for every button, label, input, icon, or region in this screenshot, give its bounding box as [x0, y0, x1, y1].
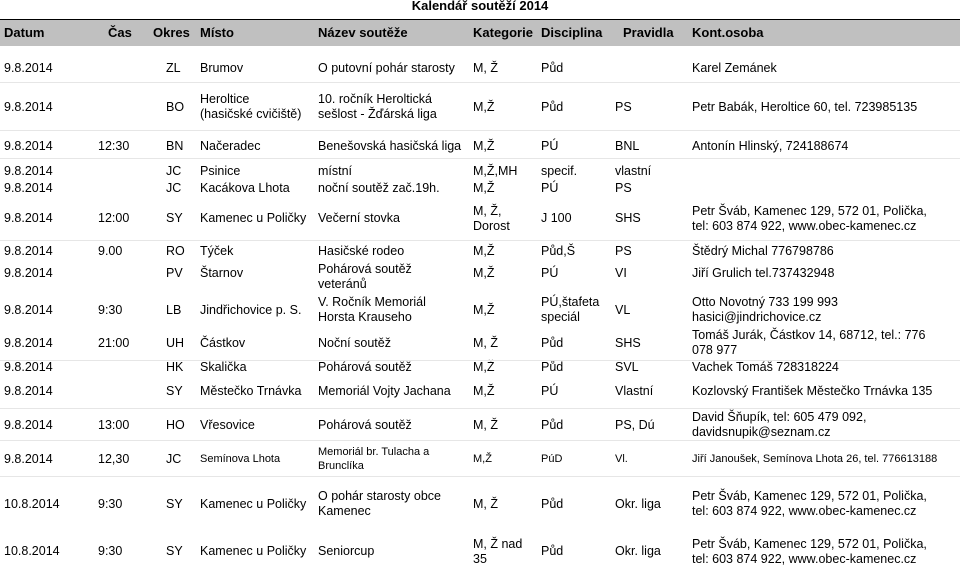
cell-kontakt: Jiří Grulich tel.737432948	[692, 266, 835, 280]
row-divider	[0, 476, 960, 477]
cell-pravidla: SHS	[615, 336, 641, 350]
header-col-okres: Okres	[153, 25, 190, 40]
cell-datum: 9.8.2014	[4, 61, 53, 75]
header-col-disciplina: Disciplina	[541, 25, 603, 40]
cell-pravidla: BNL	[615, 139, 640, 153]
table-header	[0, 20, 960, 46]
cell-kontakt[interactable]: Petr Šváb, Kamenec 129, 572 01, Polička, tel: 603 874 922, www.obec-kamenec.cz	[692, 204, 927, 233]
header-col-kontakt: Kont.osoba	[692, 25, 764, 40]
row-divider	[0, 360, 960, 361]
cell-datum: 9.8.2014	[4, 244, 53, 258]
cell-nazev: O putovní pohár starosty	[318, 61, 455, 75]
cell-datum: 9.8.2014	[4, 360, 53, 374]
row-divider	[0, 440, 960, 441]
cell-kontakt: Štědrý Michal 776798786	[692, 244, 834, 258]
cell-cas: 12,30	[98, 452, 130, 466]
cell-cas: 9:30	[98, 544, 123, 558]
table-row	[0, 163, 960, 180]
cell-disciplina: J 100	[541, 211, 572, 225]
cell-kontakt: Vachek Tomáš 728318224	[692, 360, 839, 374]
cell-disciplina: PÚ	[541, 181, 559, 195]
cell-okres: HK	[166, 360, 184, 374]
cell-cas: 12:00	[98, 211, 130, 225]
cell-cas: 9:30	[98, 303, 123, 317]
cell-pravidla: PS	[615, 100, 632, 114]
cell-datum: 9.8.2014	[4, 181, 53, 195]
cell-disciplina: Půd,Š	[541, 244, 576, 258]
cell-datum: 9.8.2014	[4, 211, 53, 225]
cell-datum: 9.8.2014	[4, 303, 53, 317]
cell-kontakt: Karel Zemánek	[692, 61, 777, 75]
cell-disciplina: PÚ,štafeta speciál	[541, 295, 600, 324]
cell-misto: Jindřichovice p. S.	[200, 303, 302, 317]
table-row	[0, 480, 960, 528]
cell-misto: Týček	[200, 244, 234, 258]
cell-misto: Skalička	[200, 360, 247, 374]
cell-disciplina: Půd	[541, 418, 564, 432]
cell-nazev: Pohárová soutěž	[318, 360, 412, 374]
cell-disciplina: Půd	[541, 360, 564, 374]
cell-okres: SY	[166, 497, 183, 511]
cell-kontakt: Kozlovský František Městečko Trnávka 135	[692, 384, 933, 398]
cell-kategorie: M, Ž	[473, 418, 498, 432]
cell-kontakt[interactable]: David Šňupík, tel: 605 479 092, davidsnupik@seznam.cz	[692, 410, 867, 439]
cell-misto: Načeradec	[200, 139, 261, 153]
cell-pravidla: vlastní	[615, 164, 652, 178]
cell-disciplina: Půd	[541, 544, 564, 558]
cell-misto: Heroltice (hasičské cvičiště)	[200, 92, 302, 121]
cell-disciplina: PÚ	[541, 266, 559, 280]
row-divider	[0, 408, 960, 409]
cell-nazev: 10. ročník Heroltická sešlost - Žďárská liga	[318, 92, 437, 121]
cell-datum: 10.8.2014	[4, 497, 60, 511]
cell-kategorie: M, Ž	[473, 61, 498, 75]
table-row	[0, 198, 960, 239]
row-divider	[0, 158, 960, 159]
cell-okres: HO	[166, 418, 185, 432]
cell-datum: 9.8.2014	[4, 452, 53, 466]
table-row	[0, 444, 960, 474]
cell-kategorie: M,Ž	[473, 303, 495, 317]
cell-datum: 9.8.2014	[4, 336, 53, 350]
cell-okres: LB	[166, 303, 182, 317]
cell-pravidla: SHS	[615, 211, 641, 225]
cell-cas: 21:00	[98, 336, 130, 350]
cell-disciplina: Půd	[541, 100, 564, 114]
cell-kontakt: Jiří Janoušek, Semínova Lhota 26, tel. 776613188	[692, 453, 938, 465]
cell-pravidla: Okr. liga	[615, 497, 661, 511]
cell-pravidla: Vlastní	[615, 384, 654, 398]
cell-kategorie: M, Ž, Dorost	[473, 204, 510, 233]
cell-misto: Semínova Lhota	[200, 453, 281, 465]
cell-okres: SY	[166, 544, 183, 558]
cell-nazev: Hasičské rodeo	[318, 244, 405, 258]
table-row	[0, 88, 960, 126]
cell-okres: SY	[166, 384, 183, 398]
header-col-misto: Místo	[200, 25, 234, 40]
cell-okres: JC	[166, 452, 182, 466]
cell-disciplina: Půd	[541, 336, 564, 350]
cell-nazev: Memoriál Vojty Jachana	[318, 384, 451, 398]
header-col-datum: Datum	[4, 25, 45, 40]
cell-misto: Městečko Trnávka	[200, 384, 302, 398]
cell-kategorie: M,Ž	[473, 266, 495, 280]
cell-datum: 9.8.2014	[4, 384, 53, 398]
cell-okres: JC	[166, 181, 182, 195]
cell-nazev: V. Ročník Memoriál Horsta Krauseho	[318, 295, 426, 324]
cell-kategorie: M,Ž	[473, 453, 492, 465]
cell-kontakt: Antonín Hlinský, 724188674	[692, 139, 849, 153]
cell-pravidla: VL	[615, 303, 631, 317]
cell-kategorie: M,Ž	[473, 181, 495, 195]
cell-kontakt: Tomáš Jurák, Částkov 14, 68712, tel.: 776 078 977	[692, 328, 926, 357]
header-col-kategorie: Kategorie	[473, 25, 533, 40]
cell-kategorie: M,Ž	[473, 360, 495, 374]
cell-disciplina: Půd	[541, 497, 564, 511]
cell-cas: 12:30	[98, 139, 130, 153]
table-row	[0, 243, 960, 260]
cell-pravidla: VI	[615, 266, 627, 280]
cell-nazev: místní	[318, 164, 353, 178]
cell-okres: ZL	[166, 61, 181, 75]
cell-misto: Kacákova Lhota	[200, 181, 290, 195]
cell-datum: 10.8.2014	[4, 544, 60, 558]
table-row	[0, 180, 960, 197]
cell-misto: Psinice	[200, 164, 241, 178]
cell-okres: PV	[166, 266, 183, 280]
cell-disciplina: PÚ	[541, 139, 559, 153]
cell-nazev: Večerní stovka	[318, 211, 400, 225]
cell-misto: Kamenec u Poličky	[200, 544, 307, 558]
table-row	[0, 328, 960, 358]
cell-nazev: noční soutěž zač.19h.	[318, 181, 440, 195]
cell-okres: SY	[166, 211, 183, 225]
table-row	[0, 406, 960, 444]
cell-pravidla: PS, Dú	[615, 418, 655, 432]
cell-kategorie: M, Ž	[473, 336, 498, 350]
cell-datum: 9.8.2014	[4, 100, 53, 114]
cell-datum: 9.8.2014	[4, 418, 53, 432]
cell-datum: 9.8.2014	[4, 164, 53, 178]
cell-kontakt[interactable]: Otto Novotný 733 199 993 hasici@jindrichovice.cz	[692, 295, 838, 324]
cell-datum: 9.8.2014	[4, 266, 53, 280]
cell-nazev: Benešovská hasičská liga	[318, 139, 462, 153]
row-divider	[0, 240, 960, 241]
cell-cas: 9.00	[98, 244, 123, 258]
cell-nazev: Seniorcup	[318, 544, 375, 558]
cell-pravidla: SVL	[615, 360, 639, 374]
cell-nazev: Memoriál br. Tulacha a Brunclíka	[318, 446, 430, 472]
cell-kategorie: M,Ž	[473, 244, 495, 258]
cell-okres: JC	[166, 164, 182, 178]
table-row	[0, 262, 960, 291]
cell-okres: RO	[166, 244, 185, 258]
cell-okres: UH	[166, 336, 185, 350]
table-row	[0, 135, 960, 157]
header-col-nazev: Název soutěže	[318, 25, 408, 40]
table-row	[0, 292, 960, 328]
header-col-pravidla: Pravidla	[623, 25, 674, 40]
cell-nazev: Noční soutěž	[318, 336, 391, 350]
cell-kategorie: M,Ž,MH	[473, 164, 518, 178]
cell-kategorie: M,Ž	[473, 139, 495, 153]
cell-cas: 13:00	[98, 418, 130, 432]
row-divider	[0, 130, 960, 131]
row-divider	[0, 82, 960, 83]
cell-kontakt[interactable]: Petr Šváb, Kamenec 129, 572 01, Polička, tel: 603 874 922, www.obec-kamenec.cz	[692, 537, 927, 566]
cell-nazev: Pohárová soutěž	[318, 418, 412, 432]
cell-misto: Kamenec u Poličky	[200, 497, 307, 511]
table-row	[0, 528, 960, 575]
cell-kategorie: M,Ž	[473, 384, 495, 398]
cell-pravidla: PS	[615, 181, 632, 195]
cell-kontakt[interactable]: Petr Šváb, Kamenec 129, 572 01, Polička, tel: 603 874 922, www.obec-kamenec.cz	[692, 489, 927, 518]
cell-pravidla: Vl.	[615, 453, 628, 465]
cell-disciplina: PÚ	[541, 384, 559, 398]
cell-kontakt: Petr Babák, Heroltice 60, tel. 723985135	[692, 100, 918, 114]
cell-misto: Vřesovice	[200, 418, 255, 432]
cell-cas: 9:30	[98, 497, 123, 511]
cell-pravidla: PS	[615, 244, 632, 258]
cell-pravidla: Okr. liga	[615, 544, 661, 558]
cell-nazev: O pohár starosty obce Kamenec	[318, 489, 441, 518]
cell-disciplina: specif.	[541, 164, 578, 178]
cell-misto: Kamenec u Poličky	[200, 211, 307, 225]
cell-datum: 9.8.2014	[4, 139, 53, 153]
table-row	[0, 376, 960, 406]
table-row	[0, 57, 960, 79]
cell-disciplina: PúD	[541, 453, 563, 465]
cell-misto: Štarnov	[200, 266, 244, 280]
header-col-cas: Čas	[108, 25, 132, 40]
cell-misto: Částkov	[200, 336, 246, 350]
cell-kategorie: M, Ž	[473, 497, 498, 511]
cell-misto: Brumov	[200, 61, 244, 75]
cell-nazev: Pohárová soutěž veteránů	[318, 262, 412, 291]
page-title: Kalendář soutěží 2014	[411, 0, 549, 13]
cell-kategorie: M, Ž nad 35	[473, 537, 523, 566]
cell-okres: BO	[166, 100, 185, 114]
cell-disciplina: Půd	[541, 61, 564, 75]
cell-kategorie: M,Ž	[473, 100, 495, 114]
cell-okres: BN	[166, 139, 184, 153]
